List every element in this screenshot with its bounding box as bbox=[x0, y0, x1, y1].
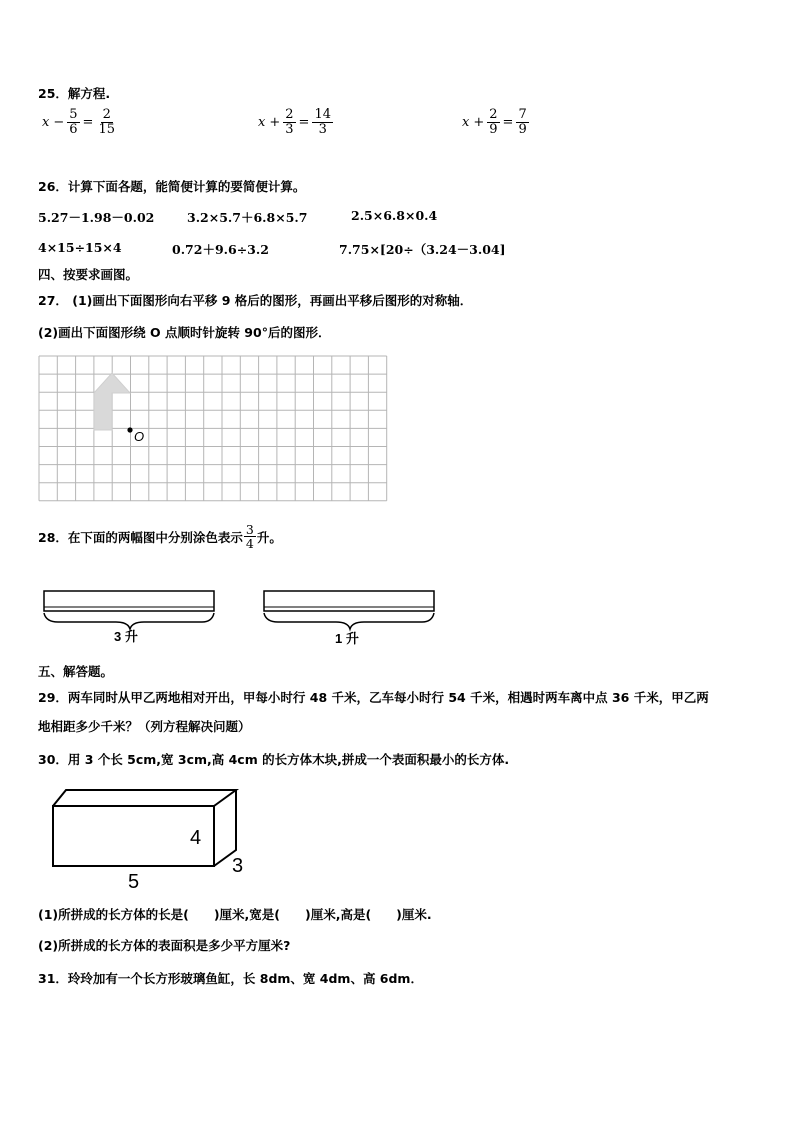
q28-title bbox=[38, 523, 282, 550]
label-1-liter: 1 升 bbox=[335, 631, 359, 646]
eq1-equals: = bbox=[82, 114, 94, 130]
section-5-heading: 五、解答题。 bbox=[38, 664, 114, 679]
q28-suffix: 升。 bbox=[256, 529, 282, 545]
calc-2: 3.2×5.7＋6.8×5.7 bbox=[187, 210, 308, 225]
calc-1: 5.27－1.98－0.02 bbox=[38, 210, 155, 225]
point-o-label: O bbox=[134, 429, 145, 444]
eq3-equals: = bbox=[502, 114, 514, 130]
section-4-heading: 四、按要求画图。 bbox=[38, 267, 139, 282]
q27-line2: (2)画出下面图形绕 O 点顺时针旋转 90°后的图形． bbox=[38, 325, 331, 340]
calc-5: 0.72＋9.6÷3.2 bbox=[172, 242, 269, 257]
capacity-bars bbox=[38, 585, 458, 650]
calc-6: 7.75×[20÷（3.24－3.04] bbox=[339, 242, 506, 257]
cuboid-figure bbox=[48, 786, 258, 892]
eq1-var: x bbox=[42, 114, 50, 130]
eq2-num-left: 2 bbox=[285, 107, 294, 122]
eq1-den-right: 15 bbox=[98, 121, 115, 137]
eq1-op: − bbox=[53, 114, 65, 130]
calc-3: 2.5×6.8×0.4 bbox=[351, 208, 438, 223]
point-o bbox=[127, 427, 132, 432]
eq2-equals: = bbox=[298, 114, 310, 130]
eq2-frac-right bbox=[312, 108, 333, 136]
eq3-frac-right bbox=[516, 108, 528, 136]
eq2-var: x bbox=[258, 114, 266, 130]
arrow-shape bbox=[94, 373, 130, 430]
q30-title: 30．用 3 个长 5cm,宽 3cm,高 4cm 的长方体木块,拼成一个表面积最小的长方体. bbox=[38, 752, 510, 767]
equation-1 bbox=[40, 108, 118, 136]
q29-line1: 29．两车同时从甲乙两地相对开出，甲每小时行 48 千米，乙车每小时行 54 千米，相遇时两车离中点 36 千米，甲乙两 bbox=[38, 690, 709, 705]
grid-lines bbox=[39, 356, 387, 501]
q31-title: 31．玲玲加有一个长方形玻璃鱼缸，长 8dm、宽 4dm、高 6dm． bbox=[38, 971, 423, 986]
q26-title: 26．计算下面各题，能简便计算的要简便计算。 bbox=[38, 179, 306, 194]
eq2-op: + bbox=[269, 114, 281, 130]
q28-frac-den: 4 bbox=[245, 536, 254, 552]
q25-title: 25．解方程. bbox=[38, 86, 111, 101]
eq2-frac-left bbox=[283, 108, 295, 136]
eq3-var: x bbox=[462, 114, 470, 130]
eq3-num-left: 2 bbox=[489, 107, 498, 122]
eq1-num-left: 5 bbox=[69, 107, 78, 122]
eq1-num-right: 2 bbox=[102, 107, 111, 122]
label-3-liters: 3 升 bbox=[114, 629, 138, 644]
q30-sub1: (1)所拼成的长方体的长是( )厘米,宽是( )厘米,高是( )厘米. bbox=[38, 907, 432, 922]
equation-2 bbox=[256, 108, 334, 136]
eq1-den-left: 6 bbox=[69, 121, 78, 137]
q28-prefix: 28．在下面的两幅图中分别涂色表示 bbox=[38, 529, 243, 545]
eq1-frac-right bbox=[96, 108, 117, 136]
q28-fraction bbox=[244, 523, 256, 550]
cuboid-top-face bbox=[53, 790, 236, 806]
q29-line2: 地相距多少千米？（列方程解决问题） bbox=[38, 719, 251, 734]
q30-sub2: (2)所拼成的长方体的表面积是多少平方厘米? bbox=[38, 938, 291, 953]
q27-line1: 27． (1)画出下面图形向右平移 9 格后的图形，再画出平移后图形的对称轴． bbox=[38, 293, 473, 308]
eq2-den-right: 3 bbox=[318, 121, 327, 137]
brace-3-liters bbox=[44, 613, 214, 629]
bar-1-liter bbox=[264, 591, 434, 611]
cuboid-width-label: 3 bbox=[232, 855, 244, 877]
eq3-den-left: 9 bbox=[489, 121, 498, 137]
brace-1-liter bbox=[264, 613, 434, 629]
eq3-frac-left bbox=[487, 108, 499, 136]
cuboid-length-label: 5 bbox=[128, 871, 140, 892]
cuboid-height-label: 4 bbox=[190, 827, 202, 849]
calc-4: 4×15÷15×4 bbox=[38, 240, 122, 255]
equation-3 bbox=[460, 108, 530, 136]
eq3-num-right: 7 bbox=[518, 107, 527, 122]
eq3-op: + bbox=[473, 114, 485, 130]
eq1-frac-left bbox=[67, 108, 79, 136]
eq3-den-right: 9 bbox=[518, 121, 527, 137]
bar-3-liters bbox=[44, 591, 214, 611]
eq2-den-left: 3 bbox=[285, 121, 294, 137]
q28-frac-num: 3 bbox=[245, 522, 254, 537]
grid-figure bbox=[38, 355, 388, 503]
eq2-num-right: 14 bbox=[314, 107, 331, 122]
